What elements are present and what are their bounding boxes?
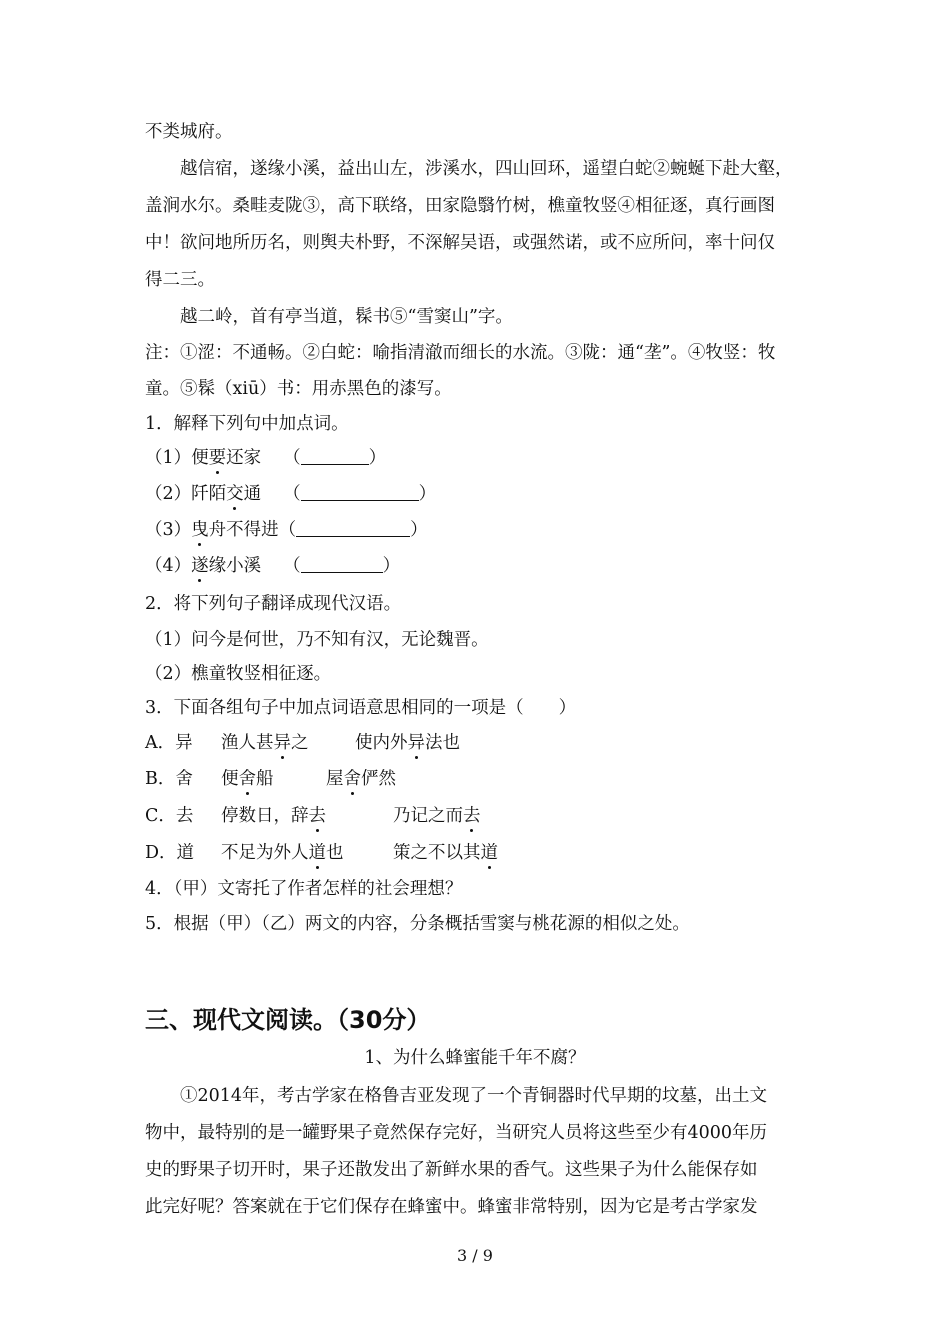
question-5: 5．根据（甲）（乙）两文的内容，分条概括雪窦与桃花源的相似之处。 xyxy=(145,914,690,934)
passage-line: 不类城府。 xyxy=(145,122,233,142)
article-title: 1、为什么蜂蜜能千年不腐？ xyxy=(364,1048,586,1068)
page-number: 3 / 9 xyxy=(457,1246,493,1265)
question-4: 4．（甲）文寄托了作者怎样的社会理想？ xyxy=(145,879,463,899)
notes-line: 注：①涩：不通畅。②白蛇：喻指清澈而细长的水流。③陇：通“垄”。④牧竖：牧 xyxy=(145,343,776,363)
article-line: 史的野果子切开时，果子还散发出了新鲜水果的香气。这些果子为什么能保存如 xyxy=(145,1160,758,1180)
answer-blank[interactable] xyxy=(301,556,383,573)
question-1-item: （4）遂缘小溪 （ ） xyxy=(145,556,401,576)
question-1-title: 1．解释下列句中加点词。 xyxy=(145,414,349,434)
article-line: 物中，最特别的是一罐野果子竟然保存完好，当研究人员将这些至少有4000年历 xyxy=(145,1123,768,1143)
question-3-option-c[interactable]: C．去 停数日，辞去 乃记之而去 xyxy=(145,806,481,826)
question-1-item: （1）便要还家 （ ） xyxy=(145,448,387,468)
emphasis-char: 异 xyxy=(407,733,425,753)
emphasis-char: 道 xyxy=(308,843,326,863)
answer-blank[interactable] xyxy=(296,520,410,537)
question-1-item: （3）曳舟不得进（ ） xyxy=(145,520,428,540)
emphasis-char: 舍 xyxy=(238,769,256,789)
answer-blank[interactable] xyxy=(301,484,419,501)
question-2-item: （1）问今是何世，乃不知有汉，无论魏晋。 xyxy=(145,630,489,650)
passage-line: 越信宿，遂缘小溪，益出山左，涉溪水，四山回环，遥望白蛇②蜿蜒下赴大壑， xyxy=(180,159,793,179)
answer-blank[interactable] xyxy=(301,448,369,465)
question-3-option-a[interactable]: A．异 渔人甚异之 使内外异法也 xyxy=(145,733,460,753)
emphasis-char: 曳 xyxy=(191,520,209,540)
question-3-option-d[interactable]: D．道 不足为外人道也 策之不以其道 xyxy=(145,843,498,863)
emphasis-char: 异 xyxy=(273,733,291,753)
article-line: 此完好呢？答案就在于它们保存在蜂蜜中。蜂蜜非常特别，因为它是考古学家发 xyxy=(145,1197,758,1217)
notes-line: 童。⑤髹（xiū）书：用赤黑色的漆写。 xyxy=(145,379,452,399)
question-1-item: （2）阡陌交通 （ ） xyxy=(145,484,437,504)
passage-line: 中！欲问地所历名，则舆夫朴野，不深解吴语，或强然诺，或不应所问，率十问仅 xyxy=(145,233,775,253)
emphasis-char: 要 xyxy=(208,448,227,468)
question-3-title: 3．下面各组句子中加点词语意思相同的一项是（ ） xyxy=(145,698,577,718)
emphasis-char: 去 xyxy=(308,806,326,826)
article-line: ①2014年，考古学家在格鲁吉亚发现了一个青铜器时代早期的坟墓，出土文 xyxy=(180,1086,768,1106)
question-2-title: 2．将下列句子翻译成现代汉语。 xyxy=(145,594,402,614)
passage-line: 盖涧水尔。桑畦麦陇③，高下联络，田家隐翳竹树，樵童牧竖④相征逐，真行画图 xyxy=(145,196,775,216)
passage-line: 得二三。 xyxy=(145,270,215,290)
emphasis-char: 舍 xyxy=(343,769,361,789)
passage-line: 越二岭，首有亭当道，髹书⑤“雪窦山”字。 xyxy=(180,307,513,327)
emphasis-char: 交 xyxy=(226,484,244,504)
question-2-item: （2）樵童牧竖相征逐。 xyxy=(145,664,332,684)
question-3-option-b[interactable]: B．舍 便舍船 屋舍俨然 xyxy=(145,769,396,789)
emphasis-char: 去 xyxy=(463,806,481,826)
section-heading: 三、现代文阅读。（30分） xyxy=(145,1006,431,1034)
emphasis-char: 道 xyxy=(480,843,498,863)
emphasis-char: 遂 xyxy=(191,556,209,576)
